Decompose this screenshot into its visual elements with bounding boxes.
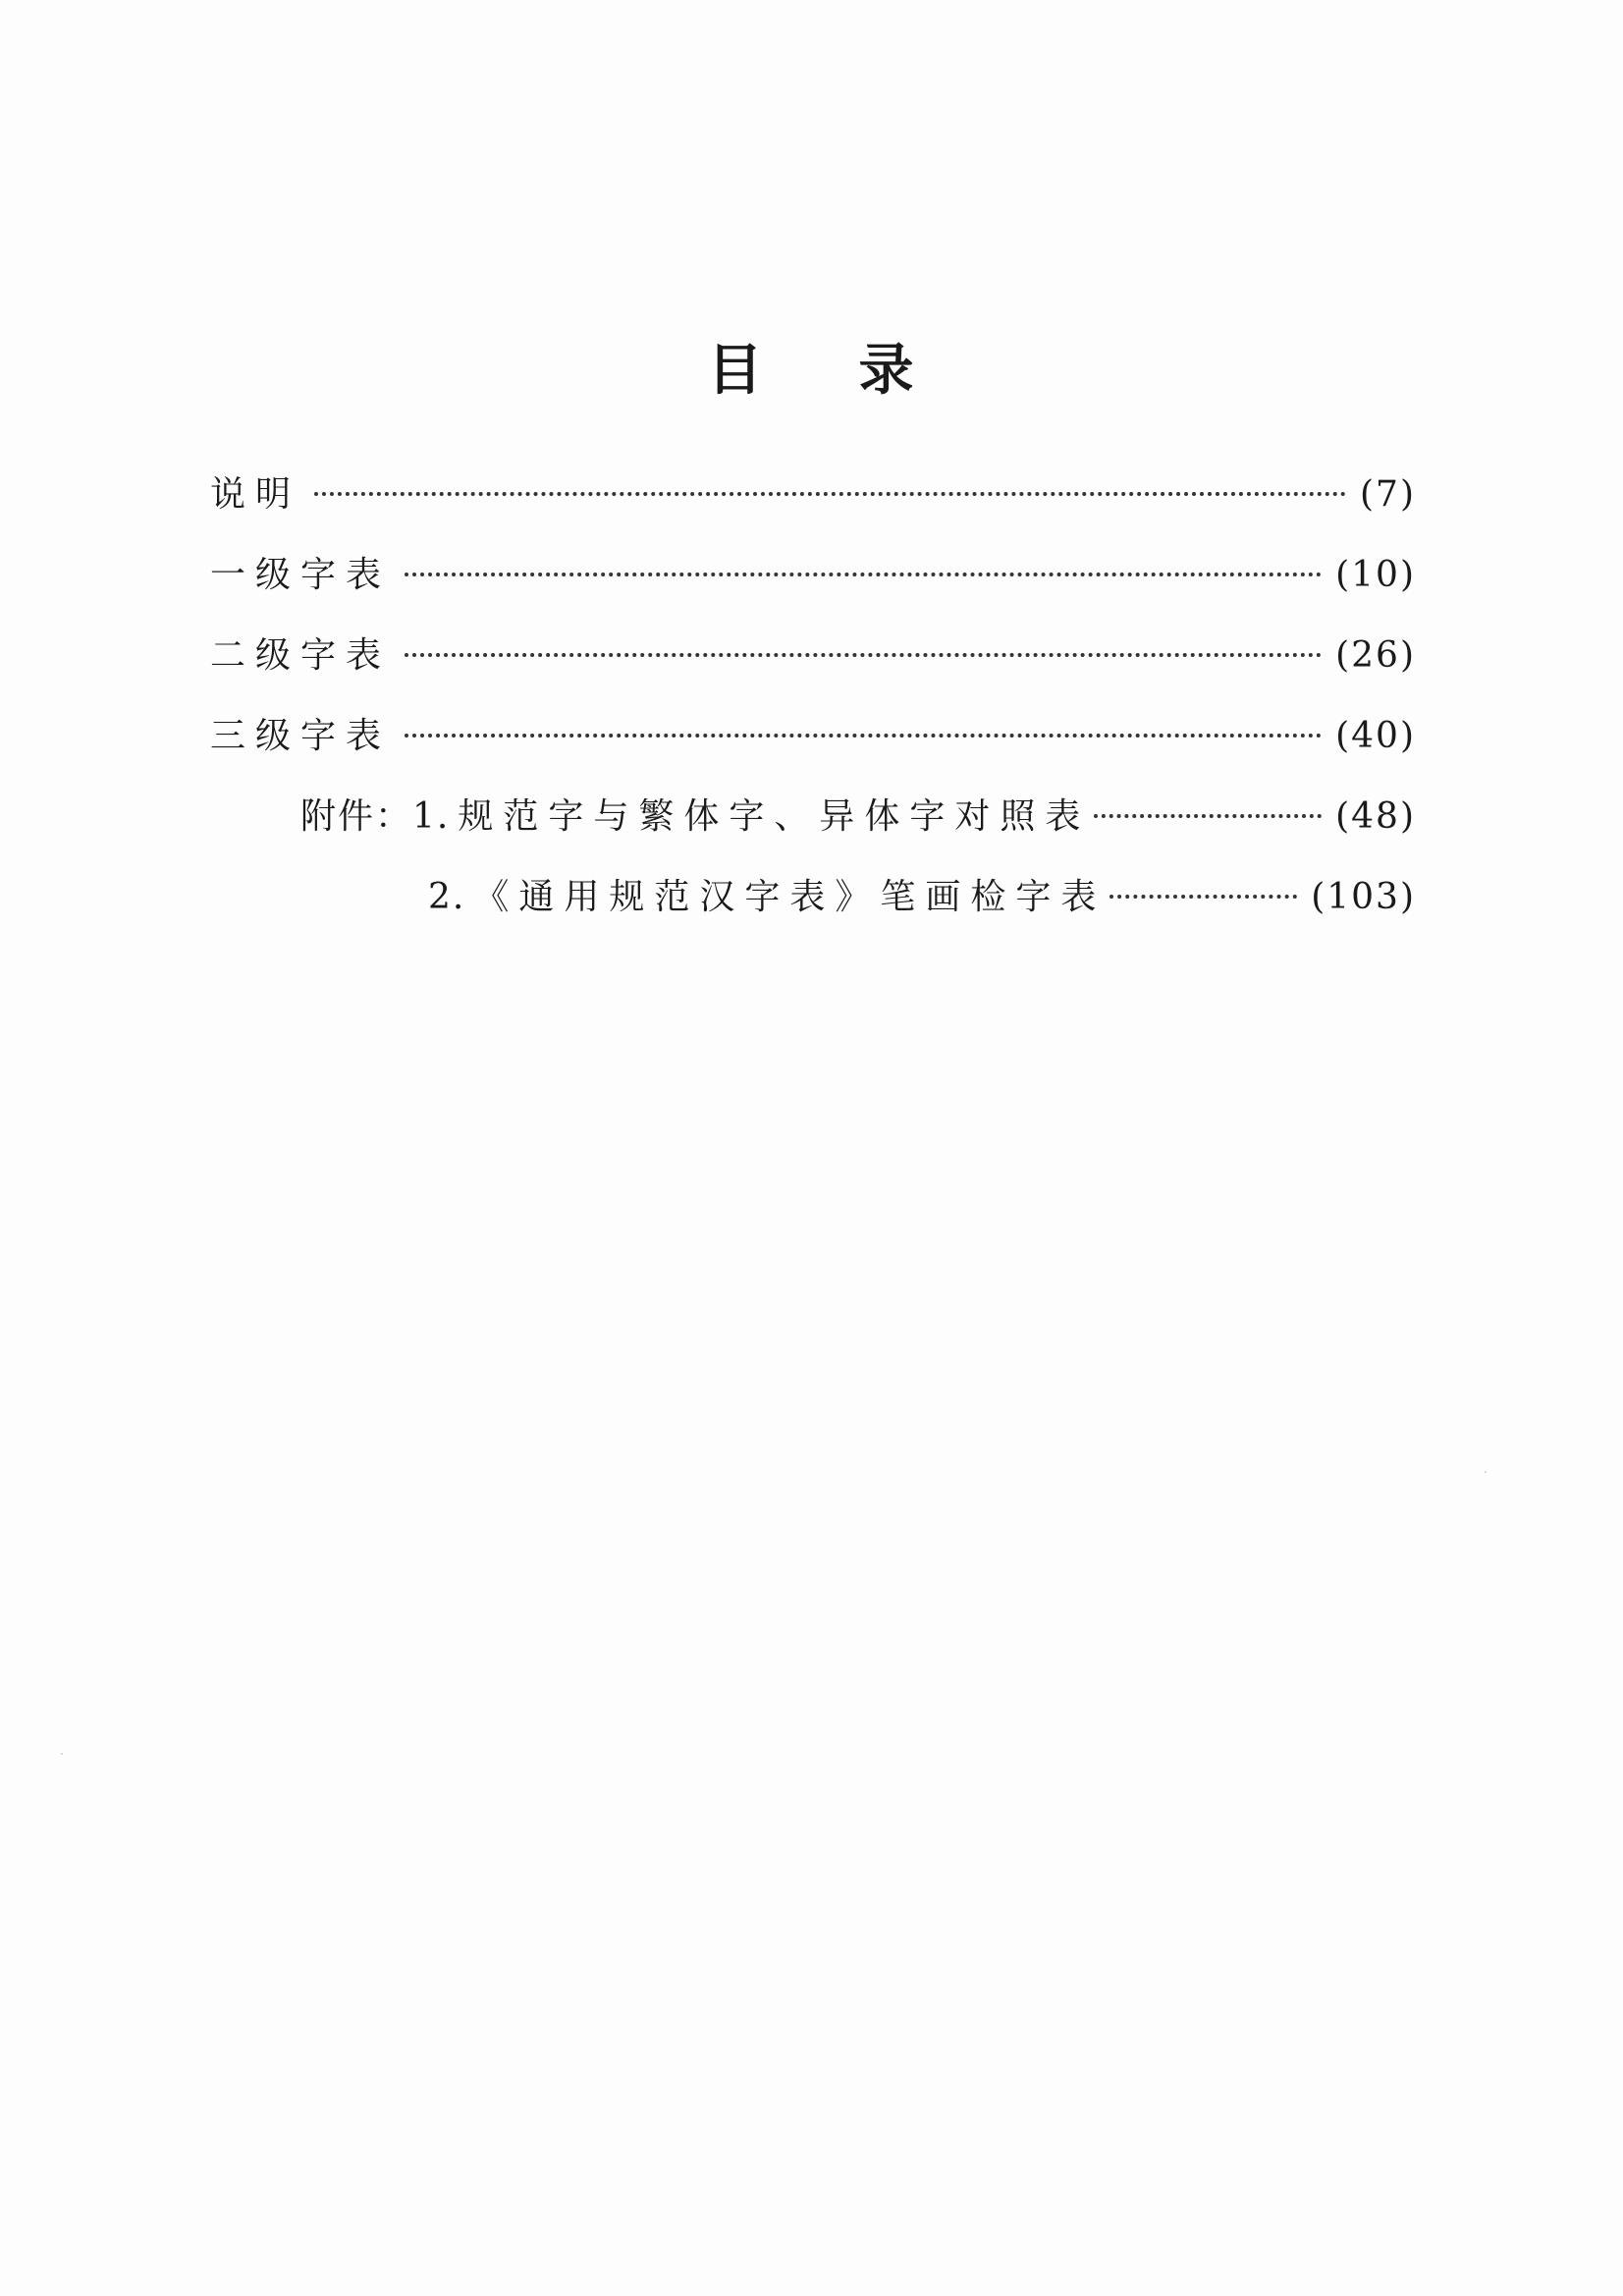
toc-entry-label: 一级字表 — [210, 555, 392, 595]
toc-entry-level-3-table[interactable] — [210, 715, 1416, 795]
toc-entry-page: (26) — [1335, 635, 1416, 676]
toc-entry-label: 《通用规范汉字表》笔画检字表 — [473, 877, 1107, 917]
toc-entry-level-1-table[interactable] — [210, 554, 1416, 634]
toc-entry-prefix: 2. — [428, 877, 466, 917]
dot-leader — [405, 734, 1322, 738]
toc-entry-label: 二级字表 — [210, 635, 392, 676]
dot-leader — [405, 573, 1322, 576]
title-char-1: 目 — [707, 339, 765, 403]
toc-entry-page: (48) — [1335, 796, 1416, 837]
table-of-contents — [210, 473, 1416, 957]
scan-speck — [1485, 1471, 1487, 1473]
toc-entry-page: (10) — [1335, 555, 1416, 595]
toc-entry-label: 说明 — [210, 474, 301, 515]
toc-entry-page: (103) — [1311, 877, 1416, 917]
dot-leader — [1094, 814, 1322, 818]
toc-entry-label: 三级字表 — [210, 716, 392, 756]
toc-entry-prefix: 附件：1. — [300, 796, 451, 837]
toc-entry-appendix-1[interactable] — [210, 795, 1416, 876]
toc-entry-page: (40) — [1335, 716, 1416, 756]
toc-entry-appendix-2[interactable] — [210, 876, 1416, 957]
toc-entry-notes[interactable] — [210, 473, 1416, 554]
toc-entry-label: 规范字与繁体字、异体字对照表 — [458, 796, 1091, 837]
toc-entry-level-2-table[interactable] — [210, 634, 1416, 715]
page-title — [0, 338, 1623, 405]
title-char-2: 录 — [858, 339, 916, 403]
dot-leader — [1109, 895, 1297, 899]
scan-speck — [61, 1753, 63, 1755]
dot-leader — [314, 492, 1346, 496]
dot-leader — [405, 653, 1322, 657]
toc-entry-page: (7) — [1360, 474, 1416, 515]
